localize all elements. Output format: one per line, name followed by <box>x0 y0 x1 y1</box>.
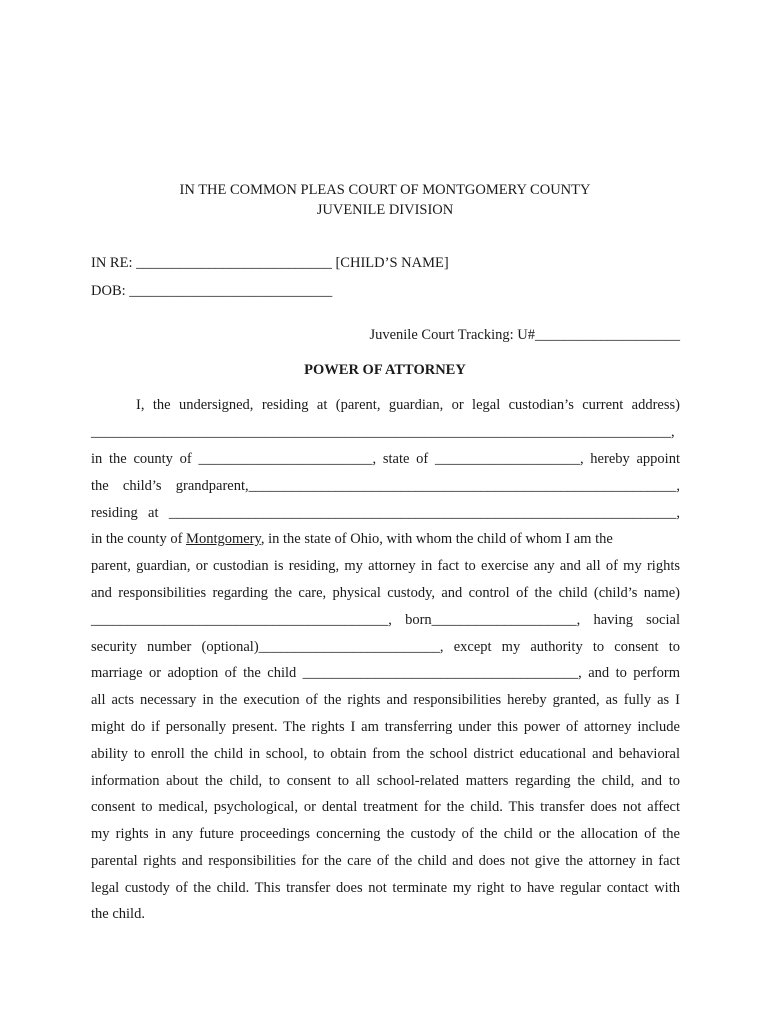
body-line-7: parent, guardian, or custodian is residing, my attorney in fact to exercise any and all of my rights <box>91 558 680 574</box>
body-line-10: security number (optional)_________________________, except my authority to consent to <box>91 639 680 655</box>
tracking-line: Juvenile Court Tracking: U#____________________ <box>369 327 680 343</box>
body-line-6-post: , in the state of Ohio, with whom the child of whom I am the <box>260 531 613 547</box>
body-line-16: consent to medical, psychological, or dental treatment for the child. This transfer does not affect <box>91 799 680 815</box>
body-line-15: information about the child, to consent to all school-related matters regarding the child, and to <box>91 773 680 789</box>
court-heading: IN THE COMMON PLEAS COURT OF MONTGOMERY COUNTY <box>179 182 591 198</box>
body-line-9: _________________________________________, born____________________, having social <box>91 612 680 628</box>
document-title: POWER OF ATTORNEY <box>304 362 466 378</box>
body-line-1: I, the undersigned, residing at (parent, guardian, or legal custodian’s current address) <box>136 397 680 413</box>
body-line-20: the child. <box>91 906 145 922</box>
body-line-12: all acts necessary in the execution of the rights and responsibilities hereby granted, as fully as I <box>91 692 680 708</box>
body-line-13: might do if personally present. The rights I am transferring under this power of attorney include <box>91 719 680 735</box>
body-line-3: in the county of ________________________, state of ____________________, hereby appoint <box>91 451 680 467</box>
body-line-6 <box>91 531 680 548</box>
in-re-line: IN RE: ___________________________ [CHILD’S NAME] <box>91 255 449 271</box>
body-line-14: ability to enroll the child in school, to obtain from the school district educational and behavioral <box>91 746 680 762</box>
county-name: Montgomery <box>186 531 261 547</box>
body-line-17: my rights in any future proceedings concerning the custody of the child or the allocation of the <box>91 826 680 842</box>
body-line-5: residing at ______________________________________________________________________, <box>91 505 680 521</box>
body-line-4: the child’s grandparent,___________________________________________________________, <box>91 478 680 494</box>
body-line-8: and responsibilities regarding the care, physical custody, and control of the child (child’s name) <box>91 585 680 601</box>
dob-line: DOB: ____________________________ <box>91 283 333 299</box>
body-line-6-pre: in the county of <box>91 531 187 547</box>
body-line-2: ________________________________________________________________________________, <box>91 424 675 440</box>
body-line-11: marriage or adoption of the child ______________________________________, and to perform <box>91 665 680 681</box>
body-line-19: legal custody of the child. This transfer does not terminate my right to have regular contact with <box>91 880 680 896</box>
division-heading: JUVENILE DIVISION <box>316 202 454 218</box>
body-line-18: parental rights and responsibilities for the care of the child and does not give the attorney in fact <box>91 853 680 869</box>
